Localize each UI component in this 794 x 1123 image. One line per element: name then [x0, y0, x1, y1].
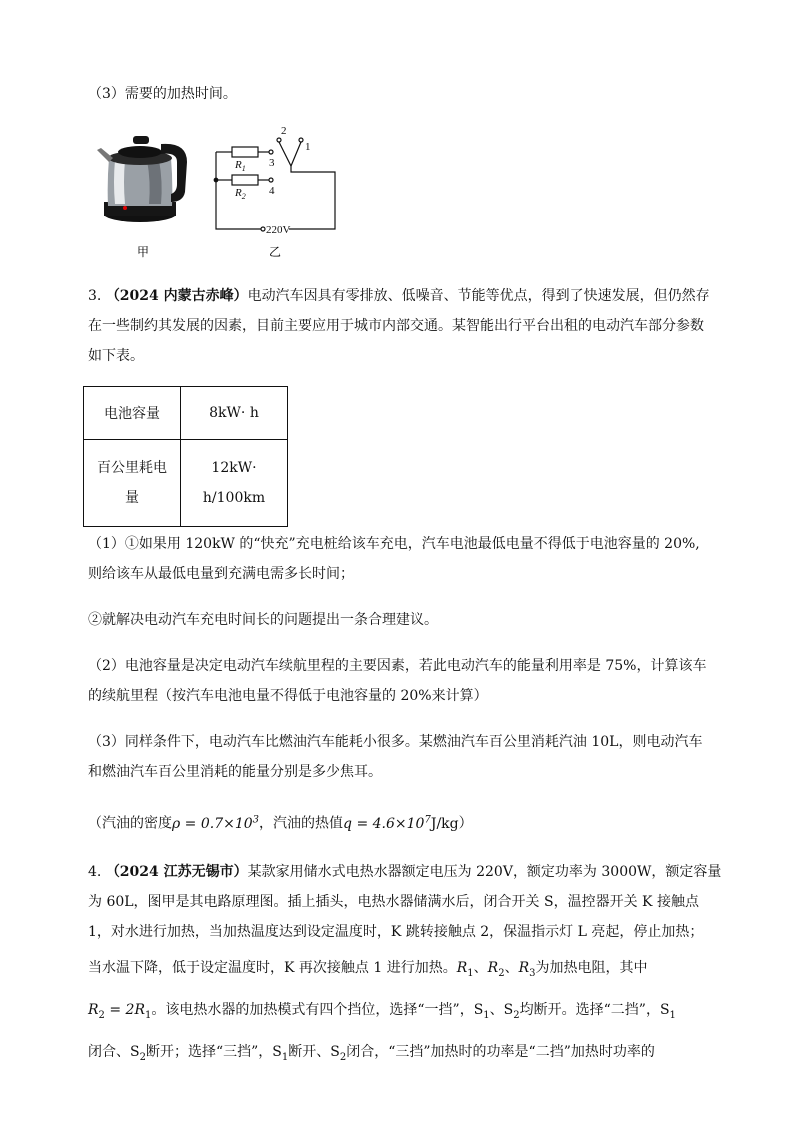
figure: [95, 122, 355, 262]
table-cell-label-line: 量: [125, 490, 139, 506]
q3-part2-line1: （2）电池容量是决定电动汽车续航里程的主要因素，若此电动汽车的能量利用率是 75%，计算该车: [88, 658, 707, 674]
table-cell-value: 8kW· h: [181, 387, 288, 440]
table-cell-label: [84, 440, 181, 527]
table-row: [84, 440, 288, 527]
ev-parameter-table: [83, 386, 288, 527]
given-prefix: （汽油的密度: [88, 815, 172, 832]
table-cell-value-line: 12kW·: [211, 460, 257, 476]
r2-label: $R_2$: [235, 187, 246, 201]
q4-number: 4.: [88, 864, 102, 880]
q4-line1: [88, 862, 721, 882]
table-cell-label-line: 百公里耗电: [97, 460, 167, 476]
q4-line3: 1，对水进行加热，当加热温度达到设定温度时，K 跳转接触点 2，保温指示灯 L 亮起，停止加热；: [88, 924, 704, 940]
q4-source: （2024 江苏无锡市）: [105, 864, 248, 880]
q3-source: （2024 内蒙古赤峰）: [105, 288, 248, 304]
density-formula: $\rho = 0.7\times 10^3$: [172, 814, 260, 832]
contact-4: [269, 178, 273, 182]
figure-label-yi: 乙: [269, 245, 282, 259]
q3-number: 3.: [88, 288, 102, 304]
q3-part3-line2: 和燃油汽车百公里消耗的能量分别是多少焦耳。: [88, 764, 382, 780]
contact-1-label: 1: [305, 141, 311, 153]
resistor-r2: [232, 175, 258, 185]
q4-line4: 当水温下降，低于设定温度时，K 再次接触点 1 进行加热。$R_1$、$R_2$、$R_3$为加热电阻，其中: [88, 960, 648, 979]
table-row: [84, 387, 288, 440]
q3-part2-line2: 的续航里程（按汽车电池电量不得低于电池容量的 20%来计算）: [88, 688, 488, 704]
q3-given-data: [88, 810, 473, 834]
heat-value-formula: $q = 4.6\times 10^7J/kg$: [343, 814, 459, 832]
kettle-image: [97, 136, 187, 222]
q3-stem-text: 电动汽车因具有零排放、低噪音、节能等优点，得到了快速发展，但仍然存: [247, 288, 710, 304]
contact-3: [269, 150, 273, 154]
contact-3-label: 3: [269, 157, 275, 169]
given-mid: ，汽油的热值: [259, 815, 344, 832]
q3-stem-line2: 在一些制约其发展的因素，目前主要应用于城市内部交通。某智能出行平台出租的电动汽车部分参数: [88, 318, 704, 334]
q4-line2: 为 60L，图甲是其电路原理图。插上插头，电热水器储满水后，闭合开关 S，温控器开关 K 接触点: [88, 894, 699, 910]
table-cell-value-line: h/100km: [202, 490, 266, 506]
q4-text: 某款家用储水式电热水器额定电压为 220V，额定功率为 3000W，额定容量: [247, 864, 722, 880]
table-cell-label: 电池容量: [84, 387, 181, 440]
table-cell-value: [181, 440, 288, 527]
q3-stem-line3: 如下表。: [88, 348, 144, 364]
circuit-diagram: [214, 138, 335, 231]
figure-label-jia: 甲: [137, 245, 150, 259]
r1-label: $R_1$: [235, 159, 246, 173]
q4-line5: $R_2 = 2R_1$。该电热水器的加热模式有四个挡位，选择“一挡”，$S_1$、$S_2$均断开。选择“二挡”，$S_1$: [88, 1002, 676, 1021]
resistor-r1: [232, 147, 258, 157]
q3-stem-line1: [88, 286, 710, 306]
q3-part1-line3: ②就解决电动汽车充电时间长的问题提出一条合理建议。: [88, 612, 438, 628]
contact-2-label: 2: [281, 125, 287, 137]
given-suffix: ）: [458, 815, 473, 832]
q3-part1-line1: （1）①如果用 120kW 的“快充”充电桩给该车充电，汽车电池最低电量不得低于电池容量的 20%,: [88, 536, 700, 552]
q3-part1-line2: 则给该车从最低电量到充满电需多长时间；: [88, 566, 354, 582]
voltage-label: 220V: [266, 224, 291, 236]
contact-4-label: 4: [269, 185, 275, 197]
q3-part3-line1: （3）同样条件下，电动汽车比燃油汽车能耗小很多。某燃油汽车百公里消耗汽油 10L，则电动汽车: [88, 734, 703, 750]
q4-line6: 闭合、$S_2$断开；选择“三挡”，$S_1$断开、$S_2$闭合，“三挡”加热时的功率是“二挡”加热时功率的: [88, 1044, 655, 1063]
question-part-3: （3）需要的加热时间。: [88, 86, 237, 102]
